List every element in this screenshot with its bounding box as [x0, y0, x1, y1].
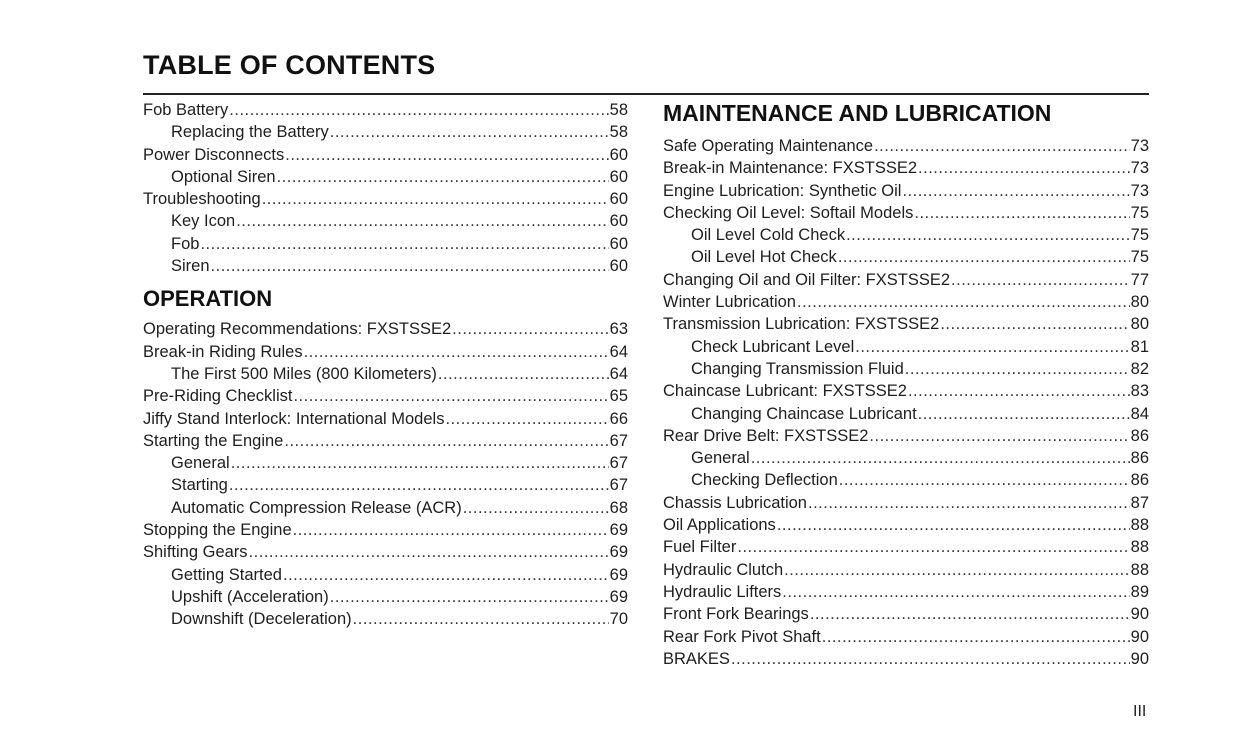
- toc-entry-page: 83: [1130, 382, 1149, 401]
- toc-entry-label: Troubleshooting: [143, 190, 261, 209]
- toc-entry-page: 89: [1130, 582, 1149, 601]
- toc-entry-page: 88: [1130, 516, 1149, 535]
- toc-entry-page: 70: [609, 610, 628, 629]
- page-number: III: [1133, 703, 1147, 720]
- operation-toc-list: [143, 318, 628, 630]
- dot-leader: [846, 224, 1130, 246]
- toc-entry[interactable]: [663, 157, 1149, 179]
- toc-entry-page: 64: [609, 364, 628, 383]
- toc-entry-page: 88: [1130, 560, 1149, 579]
- toc-entry[interactable]: [663, 135, 1149, 157]
- toc-entry[interactable]: [143, 188, 628, 210]
- toc-entry-page: 86: [1130, 449, 1149, 468]
- toc-subentry[interactable]: [143, 497, 628, 519]
- toc-subentry[interactable]: [663, 358, 1149, 380]
- dot-leader: [918, 403, 1130, 425]
- toc-entry[interactable]: [663, 313, 1149, 335]
- toc-entry-page: 90: [1130, 649, 1149, 668]
- dot-leader: [229, 99, 608, 121]
- dot-leader: [905, 358, 1130, 380]
- toc-entry[interactable]: [143, 541, 628, 563]
- toc-entry[interactable]: [663, 180, 1149, 202]
- toc-entry-label: Upshift (Acceleration): [171, 587, 329, 606]
- toc-entry-label: Checking Deflection: [691, 471, 838, 490]
- toc-entry-label: Chassis Lubrication: [663, 493, 807, 512]
- toc-entry-label: Break-in Riding Rules: [143, 342, 303, 361]
- toc-entry-label: Starting the Engine: [143, 431, 284, 450]
- toc-entry-page: 90: [1130, 605, 1149, 624]
- toc-entry-page: 69: [609, 543, 628, 562]
- toc-entry[interactable]: [143, 144, 628, 166]
- toc-entry-label: Key Icon: [171, 212, 236, 231]
- toc-entry-label: Operating Recommendations: FXSTSSE2: [143, 320, 452, 339]
- dot-leader: [438, 363, 609, 385]
- toc-entry-page: 66: [609, 409, 628, 428]
- toc-entry-label: The First 500 Miles (800 Kilometers): [171, 364, 437, 383]
- toc-entry[interactable]: [143, 385, 628, 407]
- toc-entry[interactable]: [663, 380, 1149, 402]
- toc-entry-page: 73: [1130, 137, 1149, 155]
- dot-leader: [908, 380, 1130, 402]
- toc-entry-page: 86: [1130, 426, 1149, 445]
- dot-leader: [236, 210, 608, 232]
- toc-entry-page: 75: [1130, 226, 1149, 245]
- toc-subentry[interactable]: [143, 210, 628, 232]
- dot-leader: [293, 519, 609, 541]
- toc-entry-page: 90: [1130, 627, 1149, 646]
- toc-entry-label: Siren: [171, 257, 210, 276]
- toc-subentry[interactable]: [143, 233, 628, 255]
- operation-heading: OPERATION: [143, 286, 273, 312]
- maintenance-heading: MAINTENANCE AND LUBRICATION: [663, 100, 1052, 126]
- dot-leader: [822, 626, 1130, 648]
- toc-entry-page: 75: [1130, 248, 1149, 267]
- toc-entry-page: 82: [1130, 359, 1149, 378]
- dot-leader: [914, 202, 1129, 224]
- toc-entry[interactable]: [663, 626, 1149, 648]
- dot-leader: [902, 180, 1129, 202]
- dot-leader: [249, 541, 609, 563]
- dot-leader: [782, 581, 1129, 603]
- dot-leader: [808, 492, 1130, 514]
- page-title: TABLE OF CONTENTS: [143, 50, 436, 80]
- dot-leader: [211, 255, 609, 277]
- toc-entry-page: 87: [1130, 493, 1149, 512]
- toc-entry-label: General: [171, 454, 230, 473]
- toc-entry-label: Optional Siren: [171, 167, 276, 186]
- toc-entry-page: 60: [609, 167, 628, 186]
- dot-leader: [838, 246, 1130, 268]
- toc-entry-page: 69: [609, 521, 628, 540]
- left-column: [143, 99, 628, 631]
- dot-leader: [940, 313, 1129, 335]
- dot-leader: [445, 408, 608, 430]
- toc-subentry[interactable]: [143, 474, 628, 496]
- dot-leader: [751, 447, 1130, 469]
- toc-subentry[interactable]: [143, 452, 628, 474]
- toc-entry-label: Changing Chaincase Lubricant: [691, 404, 917, 423]
- toc-entry-label: Checking Oil Level: Softail Models: [663, 203, 914, 222]
- dot-leader: [285, 144, 608, 166]
- toc-entry-label: General: [691, 449, 750, 468]
- toc-subentry[interactable]: [663, 246, 1149, 268]
- toc-entry-page: 60: [609, 190, 628, 209]
- toc-entry-label: Hydraulic Clutch: [663, 560, 784, 579]
- toc-entry-page: 77: [1130, 270, 1149, 289]
- toc-entry-label: Chaincase Lubricant: FXSTSSE2: [663, 382, 907, 401]
- toc-entry-label: Starting: [171, 476, 228, 495]
- toc-entry[interactable]: [143, 408, 628, 430]
- toc-entry-label: Rear Fork Pivot Shaft: [663, 627, 821, 646]
- toc-entry-page: 73: [1130, 159, 1149, 178]
- toc-entry[interactable]: [143, 430, 628, 452]
- toc-entry-page: 67: [609, 431, 628, 450]
- dot-leader: [330, 586, 609, 608]
- toc-entry-label: Break-in Maintenance: FXSTSSE2: [663, 159, 918, 178]
- toc-entry[interactable]: [663, 425, 1149, 447]
- toc-entry[interactable]: [663, 559, 1149, 581]
- toc-entry-label: Front Fork Bearings: [663, 605, 809, 624]
- toc-entry-page: 58: [609, 123, 628, 142]
- toc-subentry[interactable]: [143, 564, 628, 586]
- dot-leader: [777, 514, 1130, 536]
- dot-leader: [330, 121, 609, 143]
- toc-entry-page: 63: [609, 320, 628, 339]
- toc-entry-page: 60: [609, 257, 628, 276]
- toc-entry-label: Transmission Lubrication: FXSTSSE2: [663, 315, 940, 334]
- toc-entry-page: 69: [609, 587, 628, 606]
- left-top-toc-list: [143, 99, 628, 277]
- toc-entry-page: 80: [1130, 293, 1149, 312]
- toc-entry-label: Pre-Riding Checklist: [143, 387, 293, 406]
- dot-leader: [353, 608, 609, 630]
- toc-entry-page: 86: [1130, 471, 1149, 490]
- toc-subentry[interactable]: [663, 336, 1149, 358]
- toc-subentry[interactable]: [663, 403, 1149, 425]
- title-divider: [143, 93, 1149, 95]
- toc-entry[interactable]: [143, 99, 628, 121]
- dot-leader: [731, 648, 1130, 670]
- toc-entry-page: 65: [609, 387, 628, 406]
- toc-subentry[interactable]: [143, 166, 628, 188]
- toc-entry-page: 60: [609, 145, 628, 164]
- toc-entry[interactable]: [663, 581, 1149, 603]
- toc-entry[interactable]: [663, 536, 1149, 558]
- toc-entry-label: Stopping the Engine: [143, 521, 292, 540]
- toc-entry-page: 60: [609, 212, 628, 231]
- toc-subentry[interactable]: [143, 121, 628, 143]
- toc-entry-label: Oil Applications: [663, 516, 776, 535]
- toc-entry-page: 58: [609, 101, 628, 119]
- toc-entry-label: Shifting Gears: [143, 543, 248, 562]
- toc-entry-page: 88: [1130, 538, 1149, 557]
- right-column: [663, 99, 1149, 670]
- toc-entry-page: 67: [609, 476, 628, 495]
- toc-entry-label: Getting Started: [171, 565, 282, 584]
- toc-entry-label: Fob: [171, 234, 200, 253]
- toc-entry-page: 64: [609, 342, 628, 361]
- toc-entry-page: 81: [1130, 337, 1149, 356]
- toc-entry-label: Replacing the Battery: [171, 123, 329, 142]
- toc-entry[interactable]: [663, 492, 1149, 514]
- toc-entry[interactable]: [663, 648, 1149, 670]
- dot-leader: [839, 469, 1130, 491]
- toc-entry-label: Check Lubricant Level: [691, 337, 855, 356]
- toc-entry-label: Engine Lubrication: Synthetic Oil: [663, 181, 902, 200]
- toc-entry-label: BRAKES: [663, 649, 730, 668]
- dot-leader: [284, 430, 608, 452]
- toc-entry-label: Changing Transmission Fluid: [691, 359, 904, 378]
- dot-leader: [293, 385, 608, 407]
- dot-leader: [874, 135, 1130, 157]
- dot-leader: [283, 564, 609, 586]
- toc-entry[interactable]: [663, 514, 1149, 536]
- toc-entry-label: Rear Drive Belt: FXSTSSE2: [663, 426, 869, 445]
- dot-leader: [304, 341, 609, 363]
- toc-entry-page: 75: [1130, 203, 1149, 222]
- toc-entry-label: Safe Operating Maintenance: [663, 137, 874, 155]
- toc-entry-label: Oil Level Cold Check: [691, 226, 846, 245]
- dot-leader: [452, 318, 608, 340]
- toc-subentry[interactable]: [143, 586, 628, 608]
- toc-entry[interactable]: [143, 318, 628, 340]
- dot-leader: [200, 233, 608, 255]
- dot-leader: [797, 291, 1130, 313]
- toc-entry-page: 73: [1130, 181, 1149, 200]
- maintenance-toc-list: [663, 135, 1149, 670]
- toc-entry[interactable]: [143, 341, 628, 363]
- toc-entry-page: 68: [609, 498, 628, 517]
- toc-subentry[interactable]: [143, 608, 628, 630]
- dot-leader: [951, 269, 1130, 291]
- toc-entry-label: Fob Battery: [143, 101, 229, 119]
- toc-entry-label: Oil Level Hot Check: [691, 248, 837, 267]
- dot-leader: [855, 336, 1129, 358]
- toc-entry-label: Winter Lubrication: [663, 293, 796, 312]
- toc-subentry[interactable]: [663, 447, 1149, 469]
- toc-entry-page: 80: [1130, 315, 1149, 334]
- toc-subentry[interactable]: [143, 255, 628, 277]
- toc-entry-label: Changing Oil and Oil Filter: FXSTSSE2: [663, 270, 951, 289]
- dot-leader: [229, 474, 609, 496]
- toc-entry-label: Power Disconnects: [143, 145, 285, 164]
- toc-entry[interactable]: [663, 269, 1149, 291]
- dot-leader: [262, 188, 609, 210]
- dot-leader: [277, 166, 609, 188]
- toc-entry[interactable]: [143, 519, 628, 541]
- dot-leader: [810, 603, 1130, 625]
- toc-entry-label: Automatic Compression Release (ACR): [171, 498, 462, 517]
- toc-subentry[interactable]: [663, 469, 1149, 491]
- dot-leader: [784, 559, 1130, 581]
- toc-entry-page: 67: [609, 454, 628, 473]
- dot-leader: [737, 536, 1129, 558]
- toc-entry-page: 69: [609, 565, 628, 584]
- toc-entry-label: Downshift (Deceleration): [171, 610, 352, 629]
- toc-entry[interactable]: [663, 202, 1149, 224]
- dot-leader: [869, 425, 1129, 447]
- dot-leader: [918, 157, 1130, 179]
- toc-entry-label: Jiffy Stand Interlock: International Models: [143, 409, 445, 428]
- toc-entry-page: 60: [609, 234, 628, 253]
- toc-subentry[interactable]: [143, 363, 628, 385]
- toc-entry[interactable]: [663, 603, 1149, 625]
- toc-subentry[interactable]: [663, 224, 1149, 246]
- dot-leader: [231, 452, 609, 474]
- toc-entry-label: Fuel Filter: [663, 538, 737, 557]
- toc-entry[interactable]: [663, 291, 1149, 313]
- toc-entry-label: Hydraulic Lifters: [663, 582, 782, 601]
- dot-leader: [463, 497, 609, 519]
- toc-entry-page: 84: [1130, 404, 1149, 423]
